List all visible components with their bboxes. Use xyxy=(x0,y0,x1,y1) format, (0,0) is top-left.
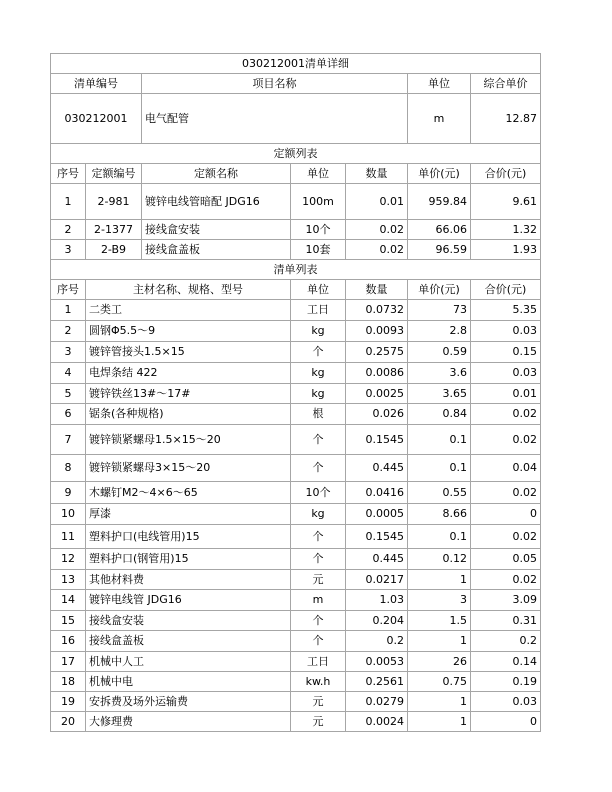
material-unit-cell: 个 xyxy=(291,455,346,482)
material-seq-cell: 19 xyxy=(51,692,86,712)
bill-section xyxy=(51,54,541,184)
material-seq-cell: 7 xyxy=(51,425,86,455)
material-price-cell: 26 xyxy=(408,652,471,672)
material-qty-cell: 0.0024 xyxy=(346,712,408,732)
material-name-cell: 电焊条结 422 xyxy=(86,363,291,384)
quota-unit-cell: 10个 xyxy=(291,220,346,240)
material-price-cell: 0.59 xyxy=(408,342,471,363)
material-total-cell: 0.03 xyxy=(471,321,541,342)
material-name-cell: 大修理费 xyxy=(86,712,291,732)
material-total-cell: 0 xyxy=(471,712,541,732)
material-name-cell: 其他材料费 xyxy=(86,570,291,590)
material-qty-cell: 0.0416 xyxy=(346,482,408,504)
material-total-cell: 5.35 xyxy=(471,300,541,321)
material-qty-cell: 0.2561 xyxy=(346,672,408,692)
material-price-cell: 8.66 xyxy=(408,504,471,525)
material-qty-cell: 0.0025 xyxy=(346,384,408,404)
material-section-head xyxy=(51,260,541,300)
quota-name-header: 定额名称 xyxy=(142,164,291,184)
quota-section-title-row xyxy=(51,144,541,164)
material-qty-cell: 0.0086 xyxy=(346,363,408,384)
quota-total-cell: 1.93 xyxy=(471,240,541,260)
material-price-cell: 0.75 xyxy=(408,672,471,692)
material-seq-cell: 6 xyxy=(51,404,86,425)
quota-total-cell: 9.61 xyxy=(471,184,541,220)
material-row xyxy=(51,504,541,525)
material-row xyxy=(51,712,541,732)
material-seq-cell: 18 xyxy=(51,672,86,692)
material-total-cell: 0.03 xyxy=(471,692,541,712)
quota-unit-header: 单位 xyxy=(291,164,346,184)
material-seq-cell: 9 xyxy=(51,482,86,504)
material-price-cell: 1 xyxy=(408,712,471,732)
material-total-cell: 0.02 xyxy=(471,570,541,590)
material-name-cell: 安拆费及场外运输费 xyxy=(86,692,291,712)
material-unit-cell: kw.h xyxy=(291,672,346,692)
quota-unit-cell: 10套 xyxy=(291,240,346,260)
material-total-cell: 0.14 xyxy=(471,652,541,672)
material-row xyxy=(51,482,541,504)
bill-header-row xyxy=(51,74,541,94)
material-name-header: 主材名称、规格、型号 xyxy=(86,280,291,300)
material-total-cell: 0.19 xyxy=(471,672,541,692)
material-header-row xyxy=(51,280,541,300)
material-row xyxy=(51,404,541,425)
quota-qty-cell: 0.02 xyxy=(346,240,408,260)
composite-price-header: 综合单价 xyxy=(471,74,541,94)
material-seq-cell: 5 xyxy=(51,384,86,404)
material-price-cell: 1 xyxy=(408,631,471,652)
material-unit-cell: 个 xyxy=(291,425,346,455)
table-title: 030212001清单详细 xyxy=(51,54,541,74)
material-name-cell: 二类工 xyxy=(86,300,291,321)
material-name-cell: 镀锌铁丝13#～17# xyxy=(86,384,291,404)
material-qty-cell: 0.0217 xyxy=(346,570,408,590)
material-seq-cell: 20 xyxy=(51,712,86,732)
material-total-cell: 0.02 xyxy=(471,525,541,549)
material-total-cell: 0.03 xyxy=(471,363,541,384)
quota-seq-cell: 1 xyxy=(51,184,86,220)
material-unit-cell: kg xyxy=(291,363,346,384)
quota-row xyxy=(51,184,541,220)
title-row xyxy=(51,54,541,74)
material-row xyxy=(51,525,541,549)
material-unit-cell: 个 xyxy=(291,525,346,549)
quota-list xyxy=(51,184,541,260)
material-qty-cell: 0.0093 xyxy=(346,321,408,342)
material-qty-cell: 0.1545 xyxy=(346,525,408,549)
quota-code-cell: 2-1377 xyxy=(86,220,142,240)
quota-code-cell: 2-981 xyxy=(86,184,142,220)
material-unit-cell: 工日 xyxy=(291,300,346,321)
material-total-cell: 0.05 xyxy=(471,549,541,570)
material-row xyxy=(51,425,541,455)
material-total-cell: 0.04 xyxy=(471,455,541,482)
material-row xyxy=(51,631,541,652)
material-unit-cell: kg xyxy=(291,384,346,404)
material-seq-cell: 11 xyxy=(51,525,86,549)
material-unit-cell: 个 xyxy=(291,611,346,631)
material-qty-header: 数量 xyxy=(346,280,408,300)
material-total-header: 合价(元) xyxy=(471,280,541,300)
quota-section-title: 定额列表 xyxy=(51,144,541,164)
material-qty-cell: 0.445 xyxy=(346,549,408,570)
quota-total-header: 合价(元) xyxy=(471,164,541,184)
material-unit-cell: kg xyxy=(291,504,346,525)
material-name-cell: 机械中电 xyxy=(86,672,291,692)
material-qty-cell: 0.0005 xyxy=(346,504,408,525)
material-qty-cell: 0.2575 xyxy=(346,342,408,363)
item-name-header: 项目名称 xyxy=(142,74,408,94)
material-name-cell: 木螺钉M2～4×6～65 xyxy=(86,482,291,504)
material-total-cell: 0.02 xyxy=(471,482,541,504)
bill-code: 030212001 xyxy=(51,94,142,144)
material-price-cell: 0.1 xyxy=(408,455,471,482)
quota-unit-cell: 100m xyxy=(291,184,346,220)
material-price-cell: 1.5 xyxy=(408,611,471,631)
material-qty-cell: 0.0279 xyxy=(346,692,408,712)
material-seq-cell: 17 xyxy=(51,652,86,672)
material-row xyxy=(51,611,541,631)
quota-price-cell: 959.84 xyxy=(408,184,471,220)
quota-price-cell: 66.06 xyxy=(408,220,471,240)
material-price-cell: 3.65 xyxy=(408,384,471,404)
material-row xyxy=(51,342,541,363)
quota-name-cell: 接线盒安装 xyxy=(142,220,291,240)
material-qty-cell: 0.0053 xyxy=(346,652,408,672)
bill-code-header: 清单编号 xyxy=(51,74,142,94)
quota-code-cell: 2-B9 xyxy=(86,240,142,260)
quota-seq-header: 序号 xyxy=(51,164,86,184)
material-seq-cell: 16 xyxy=(51,631,86,652)
material-name-cell: 接线盒盖板 xyxy=(86,631,291,652)
material-row xyxy=(51,455,541,482)
quota-price-cell: 96.59 xyxy=(408,240,471,260)
material-name-cell: 镀锌管接头1.5×15 xyxy=(86,342,291,363)
material-row xyxy=(51,672,541,692)
material-price-cell: 3 xyxy=(408,590,471,611)
quota-name-cell: 接线盒盖板 xyxy=(142,240,291,260)
quota-seq-cell: 2 xyxy=(51,220,86,240)
material-price-header: 单价(元) xyxy=(408,280,471,300)
material-seq-cell: 15 xyxy=(51,611,86,631)
bill-unit-header: 单位 xyxy=(408,74,471,94)
quota-price-header: 单价(元) xyxy=(408,164,471,184)
material-row xyxy=(51,363,541,384)
material-row xyxy=(51,570,541,590)
material-name-cell: 镀锌电线管 JDG16 xyxy=(86,590,291,611)
quota-row xyxy=(51,240,541,260)
material-name-cell: 锯条(各种规格) xyxy=(86,404,291,425)
material-price-cell: 0.1 xyxy=(408,525,471,549)
material-name-cell: 接线盒安装 xyxy=(86,611,291,631)
material-section-title: 清单列表 xyxy=(51,260,541,280)
material-seq-cell: 13 xyxy=(51,570,86,590)
material-row xyxy=(51,384,541,404)
material-price-cell: 2.8 xyxy=(408,321,471,342)
quota-row xyxy=(51,220,541,240)
quota-code-header: 定额编号 xyxy=(86,164,142,184)
quota-qty-cell: 0.02 xyxy=(346,220,408,240)
material-total-cell: 0 xyxy=(471,504,541,525)
material-unit-header: 单位 xyxy=(291,280,346,300)
material-unit-cell: 根 xyxy=(291,404,346,425)
material-name-cell: 塑料护口(电线管用)15 xyxy=(86,525,291,549)
material-qty-cell: 0.026 xyxy=(346,404,408,425)
material-seq-cell: 12 xyxy=(51,549,86,570)
material-qty-cell: 0.204 xyxy=(346,611,408,631)
material-row xyxy=(51,549,541,570)
material-price-cell: 1 xyxy=(408,692,471,712)
material-seq-cell: 10 xyxy=(51,504,86,525)
material-row xyxy=(51,321,541,342)
quota-total-cell: 1.32 xyxy=(471,220,541,240)
bill-row xyxy=(51,94,541,144)
material-section-title-row xyxy=(51,260,541,280)
quota-seq-cell: 3 xyxy=(51,240,86,260)
material-unit-cell: 个 xyxy=(291,549,346,570)
material-unit-cell: 10个 xyxy=(291,482,346,504)
material-row xyxy=(51,590,541,611)
material-price-cell: 0.84 xyxy=(408,404,471,425)
material-total-cell: 0.15 xyxy=(471,342,541,363)
material-total-cell: 0.02 xyxy=(471,425,541,455)
material-qty-cell: 0.0732 xyxy=(346,300,408,321)
material-unit-cell: m xyxy=(291,590,346,611)
material-total-cell: 0.31 xyxy=(471,611,541,631)
material-seq-cell: 3 xyxy=(51,342,86,363)
material-price-cell: 0.12 xyxy=(408,549,471,570)
material-name-cell: 厚漆 xyxy=(86,504,291,525)
material-seq-cell: 14 xyxy=(51,590,86,611)
material-name-cell: 镀锌锁紧螺母1.5×15～20 xyxy=(86,425,291,455)
material-price-cell: 73 xyxy=(408,300,471,321)
material-total-cell: 0.2 xyxy=(471,631,541,652)
material-row xyxy=(51,300,541,321)
material-seq-cell: 2 xyxy=(51,321,86,342)
quota-header-row xyxy=(51,164,541,184)
material-seq-cell: 8 xyxy=(51,455,86,482)
material-name-cell: 圆钢Φ5.5～9 xyxy=(86,321,291,342)
material-qty-cell: 1.03 xyxy=(346,590,408,611)
material-qty-cell: 0.445 xyxy=(346,455,408,482)
material-qty-cell: 0.1545 xyxy=(346,425,408,455)
quota-qty-cell: 0.01 xyxy=(346,184,408,220)
material-name-cell: 机械中人工 xyxy=(86,652,291,672)
quota-name-cell: 镀锌电线管暗配 JDG16 xyxy=(142,184,291,220)
material-unit-cell: 元 xyxy=(291,692,346,712)
material-price-cell: 3.6 xyxy=(408,363,471,384)
material-unit-cell: 元 xyxy=(291,570,346,590)
composite-price: 12.87 xyxy=(471,94,541,144)
material-unit-cell: 元 xyxy=(291,712,346,732)
bill-unit: m xyxy=(408,94,471,144)
material-price-cell: 0.55 xyxy=(408,482,471,504)
item-name: 电气配管 xyxy=(142,94,408,144)
material-row xyxy=(51,692,541,712)
material-name-cell: 塑料护口(钢管用)15 xyxy=(86,549,291,570)
material-seq-cell: 1 xyxy=(51,300,86,321)
material-list xyxy=(51,300,541,732)
material-price-cell: 1 xyxy=(408,570,471,590)
material-unit-cell: kg xyxy=(291,321,346,342)
material-total-cell: 0.01 xyxy=(471,384,541,404)
material-seq-header: 序号 xyxy=(51,280,86,300)
material-unit-cell: 个 xyxy=(291,342,346,363)
material-seq-cell: 4 xyxy=(51,363,86,384)
material-unit-cell: 个 xyxy=(291,631,346,652)
material-total-cell: 3.09 xyxy=(471,590,541,611)
material-total-cell: 0.02 xyxy=(471,404,541,425)
material-qty-cell: 0.2 xyxy=(346,631,408,652)
material-unit-cell: 工日 xyxy=(291,652,346,672)
material-price-cell: 0.1 xyxy=(408,425,471,455)
material-row xyxy=(51,652,541,672)
bill-detail-table xyxy=(50,53,541,732)
quota-qty-header: 数量 xyxy=(346,164,408,184)
material-name-cell: 镀锌锁紧螺母3×15～20 xyxy=(86,455,291,482)
